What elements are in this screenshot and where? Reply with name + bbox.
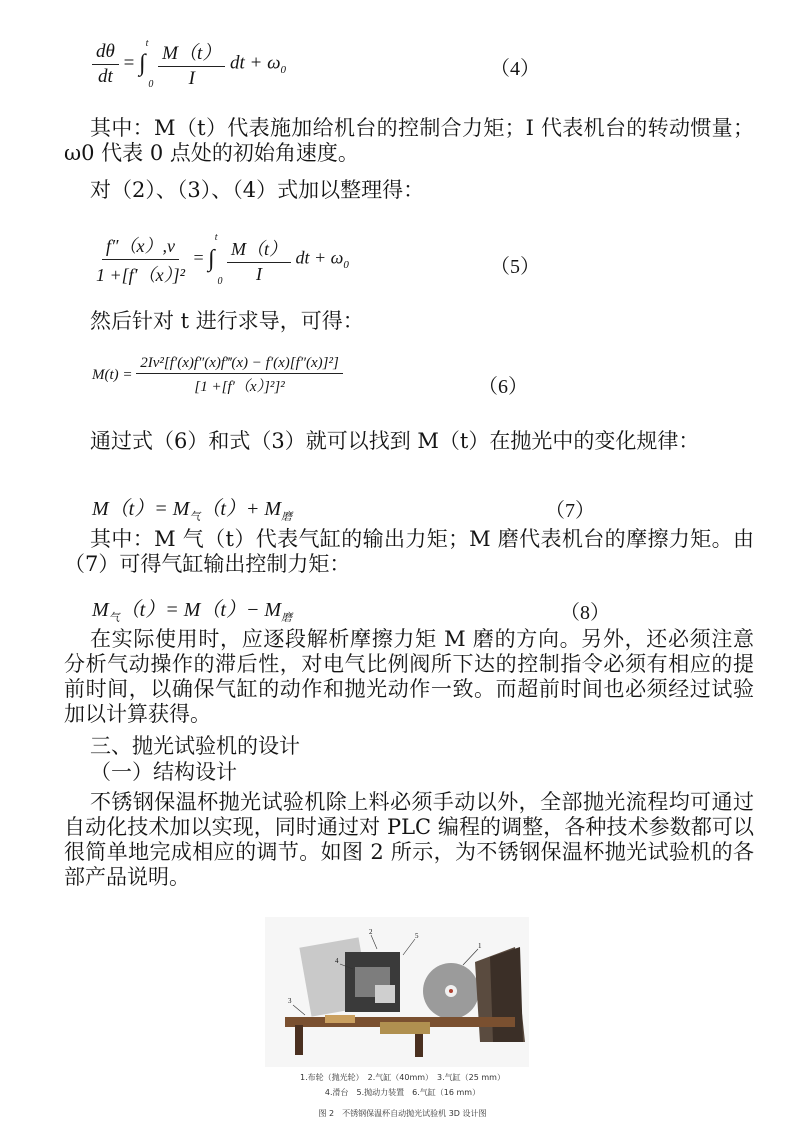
equation-4: $\frac{d\theta}{dt}$ = ∫$^t$0 $\frac{M(t)}{I}$ dt + $\omega_0$ xyxy=(92,38,286,90)
paragraph-2: 对（2）、（3）、（4）式加以整理得： xyxy=(90,178,425,202)
figure-label-2: 2 xyxy=(369,928,373,936)
figure-2-image xyxy=(265,917,529,1067)
equation-8: $M_气(t)= M(t)- M_磨$ xyxy=(92,599,293,624)
paragraph-1: 其中：M（t）代表施加给机台的控制合力矩；I 代表机台的转动惯量；ω0 代表 0 点处的初始角速度。 xyxy=(64,116,754,165)
paragraph-7: 不锈钢保温杯抛光试验机除上料必须手动以外，全部抛光流程均可通过自动化技术加以实现，同时通过对 PLC 编程的调整，各种技术参数都可以很简单地完成相应的调节。如图 2 所示，为不锈钢保温杯抛光试验机的各部产品说明。 xyxy=(64,790,754,889)
figure-label-5: 5 xyxy=(415,932,419,940)
polishing-machine-illustration xyxy=(265,917,529,1067)
equation-7: $M(t)= M_气(t)+ M_磨$ xyxy=(92,498,293,523)
paragraph-6: 在实际使用时，应逐段解析摩擦力矩 M 磨的方向。另外，还必须注意分析气动操作的滞后性，对电气比例阀所下达的控制指令必须有相应的提前时间，以确保气缸的动作和抛光动作一致。而超前时间也必须经过试验加以计算获得。 xyxy=(64,627,754,726)
figure-label-4: 4 xyxy=(335,957,339,965)
paragraph-5: 其中：M 气（t）代表气缸的输出力矩；M 磨代表机台的摩擦力矩。由（7）可得气缸输出控制力矩： xyxy=(64,527,754,576)
equation-5-number: （5） xyxy=(490,256,540,278)
section-heading: 三、抛光试验机的设计 xyxy=(90,734,300,758)
equation-6: M(t) = $\frac{\text{2Iv²[f′(x)f″(x)f‴(x) − f′(x)[f″(x)]²]}}{\text{[1 +[f′（x）]²]²}}$ xyxy=(92,355,343,396)
equation-8-number: （8） xyxy=(560,602,610,624)
figure-label-3: 3 xyxy=(288,997,292,1005)
figure-caption: 图 2 不锈钢保温杯自动抛光试验机 3D 设计图 xyxy=(318,1109,487,1118)
figure-legend-line-1: 1.布轮（抛光轮） 2.气缸（40mm） 3.气缸（25 mm） xyxy=(300,1073,505,1082)
equation-4-number: （4） xyxy=(490,58,540,80)
subsection-heading: （一）结构设计 xyxy=(90,760,237,784)
equation-5: $\frac{f''(x),v}{\text{1 +[f′（x）]²}}$ = ∫$^t$0 $\frac{M(t)}{I}$ dt + $\omega_0$ xyxy=(96,232,349,287)
paragraph-3: 然后针对 t 进行求导，可得： xyxy=(90,309,364,333)
figure-label-1: 1 xyxy=(478,942,482,950)
figure-legend-line-2: 4.滑台 5.抛动力装置 6.气缸（16 mm） xyxy=(324,1088,481,1097)
paragraph-4: 通过式（6）和式（3）就可以找到 M（t）在抛光中的变化规律： xyxy=(90,429,700,453)
equation-7-number: （7） xyxy=(545,500,595,522)
equation-6-number: （6） xyxy=(478,376,528,398)
